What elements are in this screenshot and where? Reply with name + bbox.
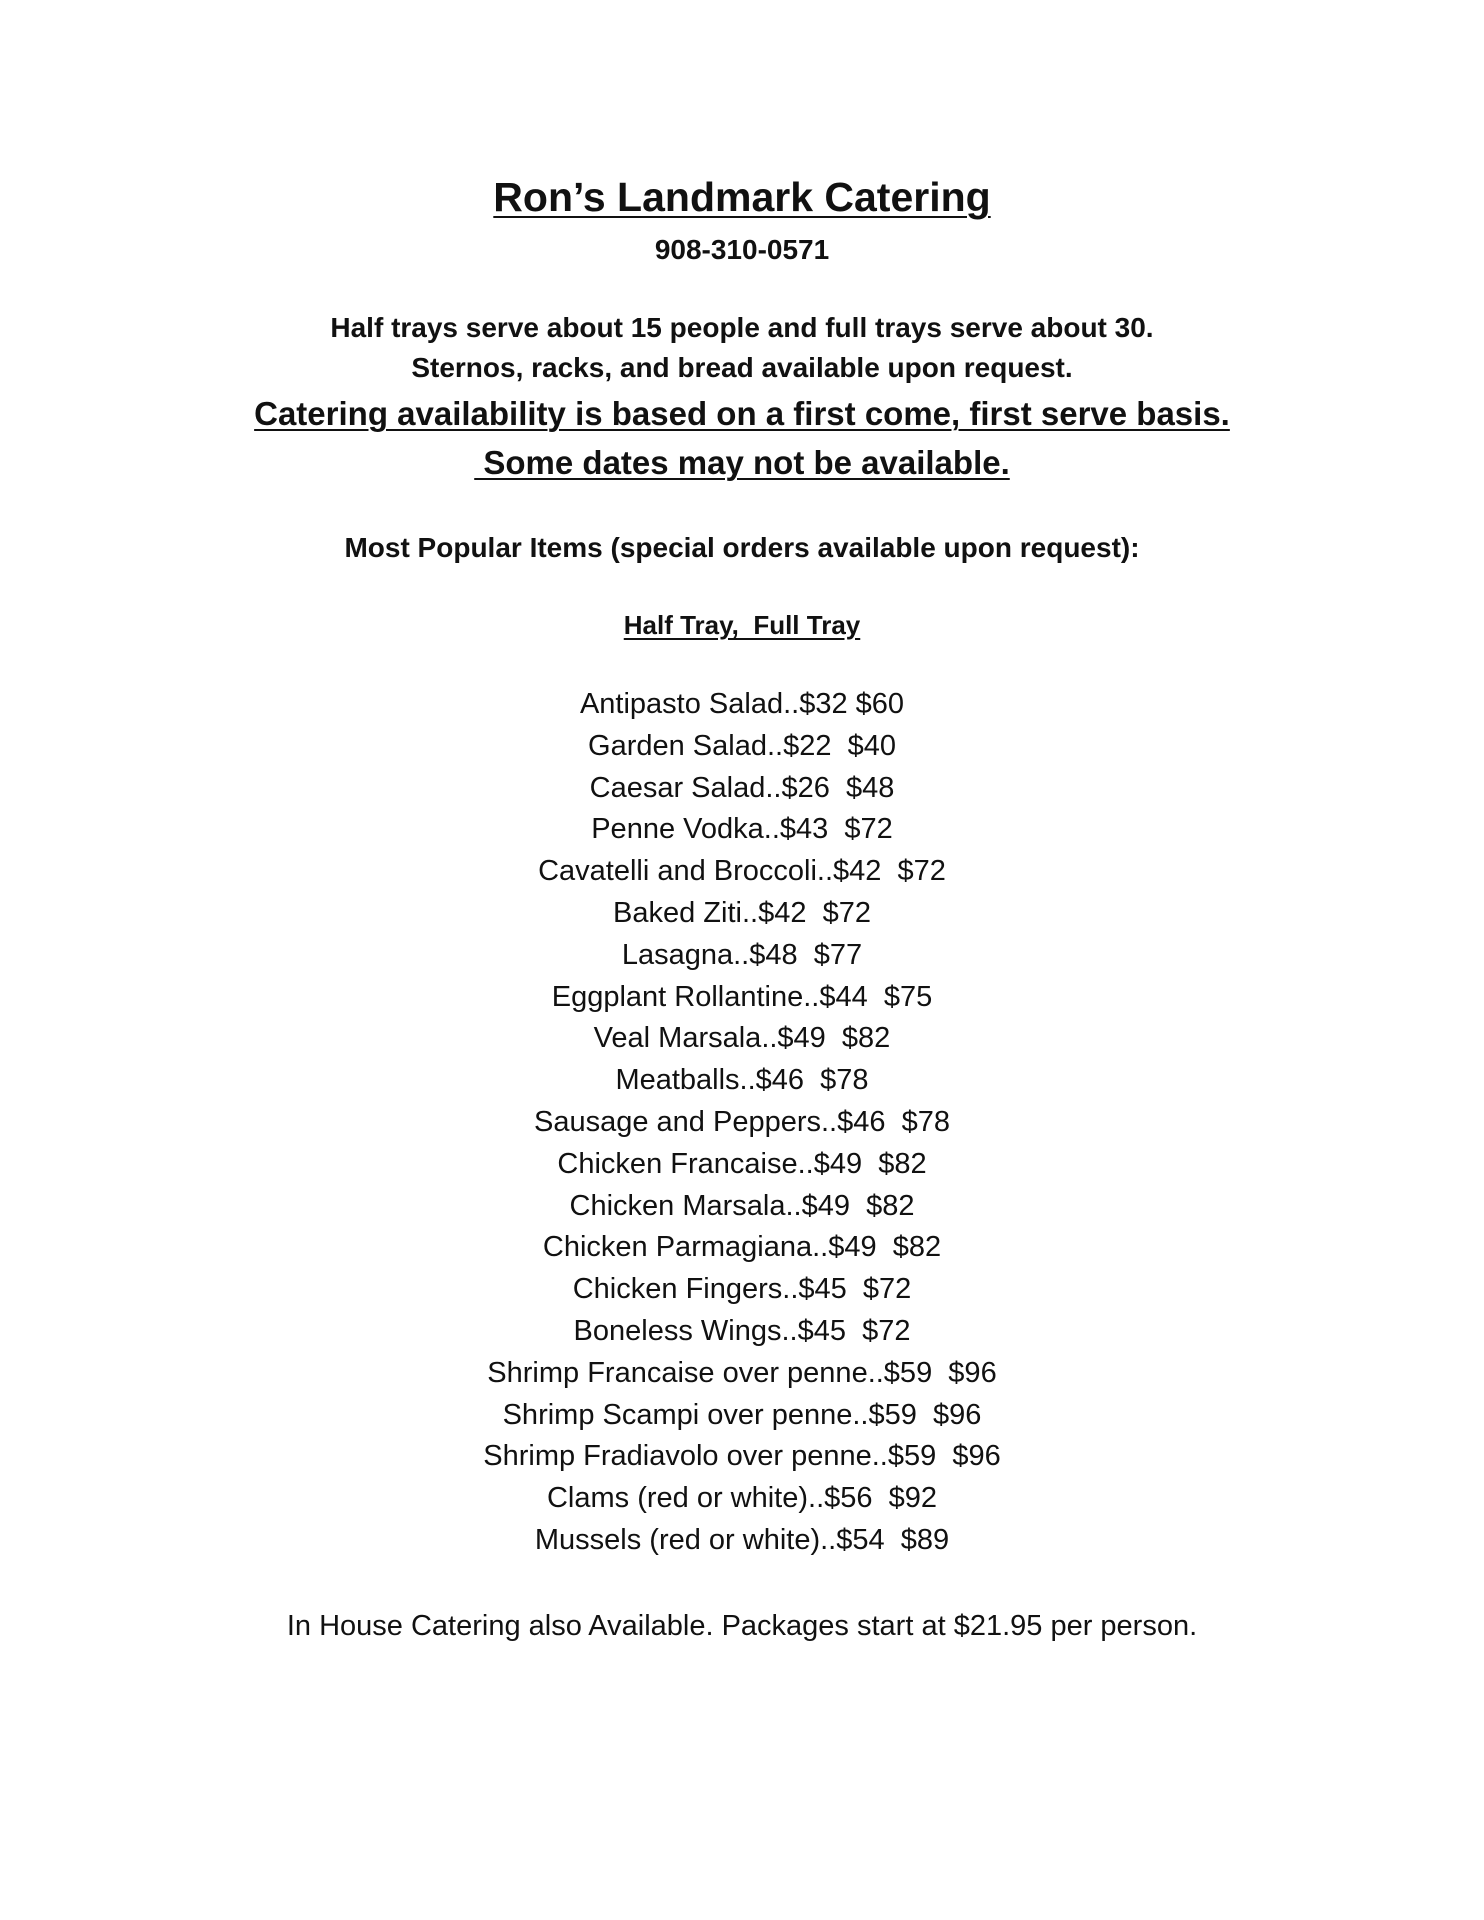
menu-item: Eggplant Rollantine..$44 $75 (551, 980, 933, 1013)
menu-item: Garden Salad..$22 $40 (588, 729, 896, 762)
menu-item: Shrimp Fradiavolo over penne..$59 $96 (483, 1440, 1001, 1473)
menu-item: Shrimp Francaise over penne..$59 $96 (487, 1356, 997, 1389)
dates-notice: Some dates may not be available. (474, 444, 1010, 481)
page-title: Ron’s Landmark Catering (493, 174, 991, 220)
menu-item: Mussels (red or white)..$54 $89 (534, 1523, 950, 1556)
menu-item: Antipasto Salad..$32 $60 (579, 688, 905, 720)
phone-number: 908-310-0571 (654, 234, 830, 265)
menu-item: Penne Vodka..$43 $72 (591, 813, 893, 846)
extras-info: Sternos, racks, and bread available upon request. (411, 352, 1073, 383)
menu-list (0, 684, 1484, 1562)
menu-item: Meatballs..$46 $78 (615, 1064, 869, 1097)
availability-notice: Catering availability is based on a first come, first serve basis. (254, 395, 1230, 432)
menu-item: Lasagna..$48 $77 (621, 938, 863, 971)
tray-serving-info: Half trays serve about 15 people and full trays serve about 30. (330, 312, 1154, 343)
menu-item: Chicken Parmagiana..$49 $82 (542, 1231, 942, 1264)
in-house-catering-note: In House Catering also Available. Packages start at $21.95 per person. (286, 1610, 1198, 1642)
menu-item: Baked Ziti..$42 $72 (613, 896, 871, 929)
menu-item: Chicken Francaise..$49 $82 (557, 1147, 927, 1180)
popular-items-heading: Most Popular Items (special orders available upon request): (344, 532, 1140, 563)
tray-size-header: Half Tray, Full Tray (623, 610, 861, 640)
menu-item: Veal Marsala..$49 $82 (593, 1022, 891, 1055)
menu-item: Caesar Salad..$26 $48 (589, 771, 895, 804)
menu-item: Sausage and Peppers..$46 $78 (534, 1105, 950, 1138)
menu-item: Boneless Wings..$45 $72 (573, 1314, 911, 1347)
menu-item: Clams (red or white)..$56 $92 (546, 1482, 938, 1515)
menu-item: Chicken Fingers..$45 $72 (572, 1273, 912, 1306)
menu-item: Cavatelli and Broccoli..$42 $72 (538, 855, 946, 888)
menu-item: Chicken Marsala..$49 $82 (569, 1189, 915, 1222)
menu-item: Shrimp Scampi over penne..$59 $96 (502, 1398, 982, 1431)
